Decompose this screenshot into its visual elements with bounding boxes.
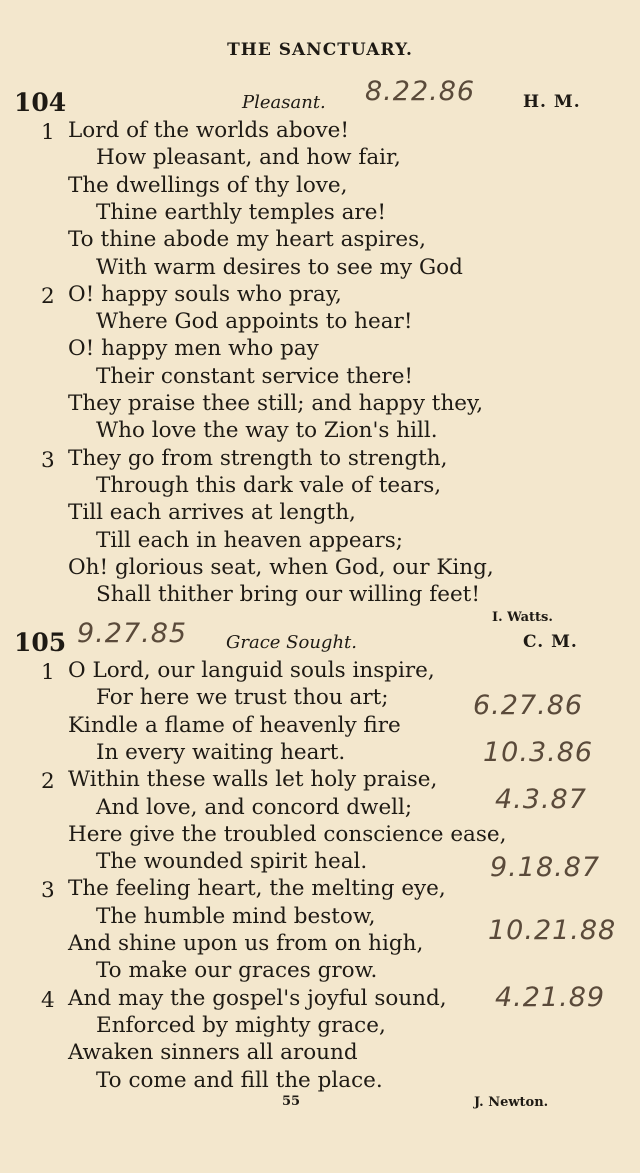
hymn-meter: H. M.	[523, 92, 581, 112]
verse-number: 3	[41, 447, 55, 473]
hymn-title: Grace Sought.	[226, 632, 358, 653]
verse-line: Till each in heaven appears;	[96, 527, 404, 553]
verse-number: 1	[41, 120, 55, 145]
handwritten-date: 10.3.86	[483, 737, 594, 768]
verse-line: The wounded spirit heal.	[96, 849, 368, 875]
verse-line: They go from strength to strength,	[68, 445, 448, 471]
verse-line: To make our graces grow.	[96, 958, 378, 984]
hymn-title: Pleasant.	[242, 92, 326, 113]
verse-line: And love, and concord dwell;	[96, 794, 413, 820]
verse-line: To thine abode my heart aspires,	[68, 227, 426, 253]
verse-line: In every waiting heart.	[96, 739, 346, 765]
hymn-105-heading	[0, 618, 640, 658]
verse-line: And shine upon us from on high,	[68, 931, 424, 956]
hymn-meter: C. M.	[523, 632, 578, 652]
verse-number: 3	[41, 878, 55, 904]
page-number: 55	[282, 1094, 301, 1109]
hymn-number: 105	[14, 628, 67, 657]
verse-number: 2	[41, 283, 55, 309]
verse-line: O! happy souls who pray,	[68, 281, 342, 307]
handwritten-date: 4.21.89	[495, 982, 606, 1013]
verse-line: Here give the troubled conscience ease,	[68, 821, 507, 847]
verse-line: They praise thee still; and happy they,	[68, 391, 484, 416]
verse-line: Through this dark vale of tears,	[96, 472, 442, 498]
verse-line: Lord of the worlds above!	[68, 118, 350, 143]
handwritten-date: 9.18.87	[490, 852, 601, 883]
verse-line: Within these walls let holy praise,	[68, 767, 438, 793]
verse-line: Thine earthly temples are!	[96, 199, 387, 225]
verse-line: Their constant service there!	[96, 363, 414, 389]
verse-line: Oh! glorious seat, when God, our King,	[68, 554, 494, 580]
verse-line: Shall thither bring our willing feet!	[96, 582, 480, 608]
verse-number: 2	[41, 769, 55, 795]
handwritten-date: 4.3.87	[495, 784, 587, 815]
verse-line: Kindle a flame of heavenly fire	[68, 712, 401, 738]
verse-line: To come and fill the place.	[96, 1067, 383, 1093]
verse-number: 1	[41, 660, 55, 685]
verse-line: How pleasant, and how fair,	[96, 145, 401, 171]
verse-line: The dwellings of thy love,	[68, 172, 348, 198]
handwritten-date: 6.27.86	[473, 690, 584, 721]
page-header: THE SANCTUARY.	[227, 40, 413, 60]
handwritten-date: 10.21.88	[488, 915, 617, 946]
hymn-author: I. Watts.	[492, 610, 553, 625]
verse-line: The feeling heart, the melting eye,	[68, 876, 446, 902]
verse-line: Enforced by mighty grace,	[96, 1012, 386, 1038]
verse-line: Till each arrives at length,	[68, 500, 356, 526]
handwritten-date: 8.22.86	[365, 76, 476, 107]
verse-line: And may the gospel's joyful sound,	[68, 985, 447, 1011]
verse-line: Where God appoints to hear!	[96, 309, 413, 335]
hymn-number: 104	[14, 88, 67, 117]
footer-author: J. Newton.	[474, 1095, 549, 1110]
verse-line: Awaken sinners all around	[68, 1040, 358, 1066]
verse-line: Who love the way to Zion's hill.	[96, 418, 438, 444]
verse-number: 4	[41, 987, 55, 1013]
handwritten-date: 9.27.85	[77, 618, 188, 649]
hymn-104-heading	[0, 76, 640, 118]
verse-line: The humble mind bestow,	[96, 903, 376, 929]
verse-line: For here we trust thou art;	[96, 685, 389, 711]
verse-line: With warm desires to see my God	[96, 254, 463, 280]
verse-line: O Lord, our languid souls inspire,	[68, 658, 435, 683]
verse-line: O! happy men who pay	[68, 336, 319, 362]
